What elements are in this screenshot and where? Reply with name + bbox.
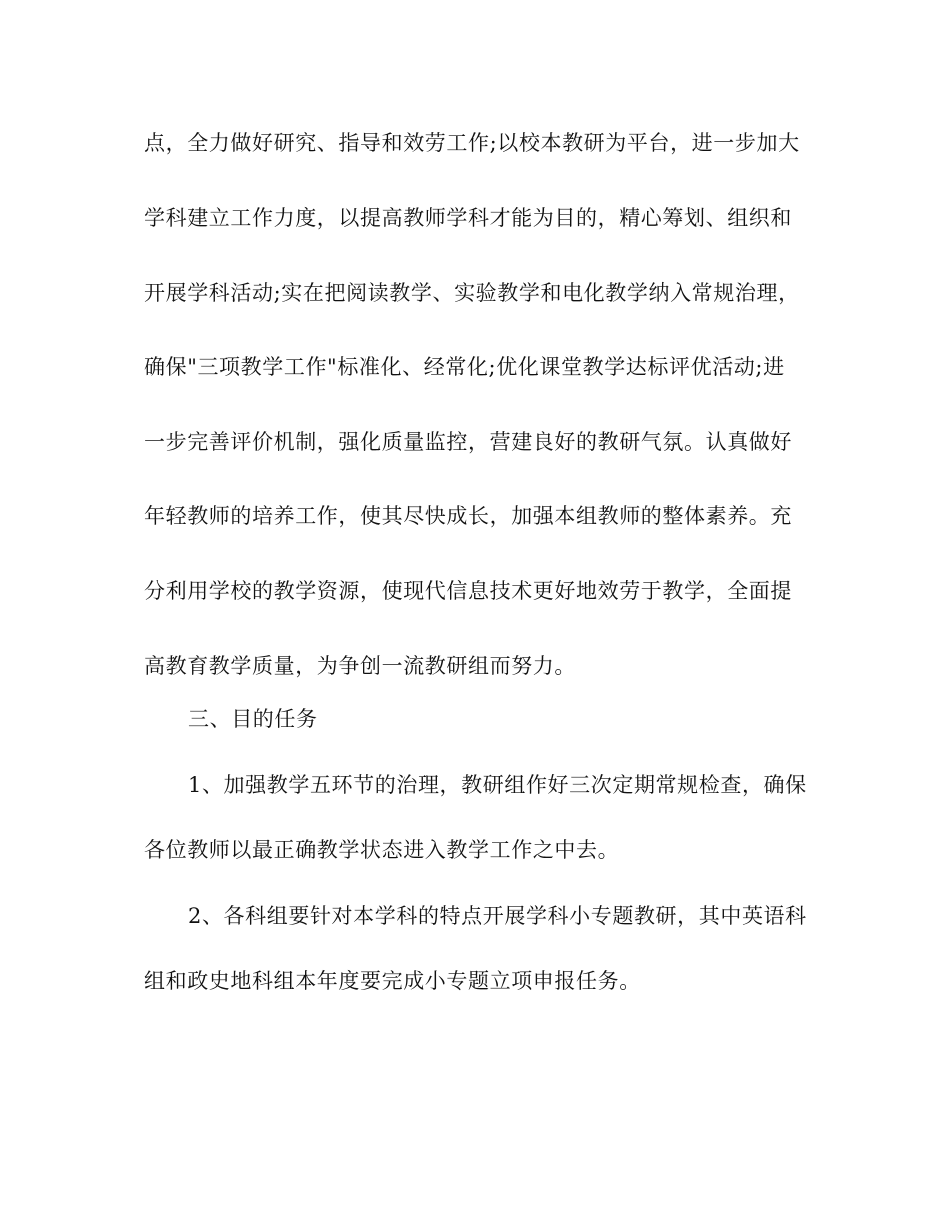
paragraph-line: 年轻教师的培养工作，使其尽快成长，加强本组教师的整体素养。充 xyxy=(144,504,792,528)
list-item-2-line-1: 2、各科组要针对本学科的特点开展学科小专题教研，其中英语科 xyxy=(188,904,807,928)
paragraph-line: 确保"三项教学工作"标准化、经常化;优化课堂教学达标评优活动;进 xyxy=(144,355,785,379)
list-item-2-line-2: 组和政史地科组本年度要完成小专题立项申报任务。 xyxy=(144,969,641,993)
paragraph-line: 学科建立工作力度，以提高教师学科才能为目的，精心筹划、组织和 xyxy=(144,206,792,230)
paragraph-line: 高教育教学质量，为争创一流教研组而努力。 xyxy=(144,654,576,678)
section-heading: 三、目的任务 xyxy=(188,707,318,731)
list-item-1-line-2: 各位教师以最正确教学状态进入教学工作之中去。 xyxy=(144,838,620,862)
paragraph-line: 点，全力做好研究、指导和效劳工作;以校本教研为平台，进一步加大 xyxy=(144,131,800,155)
paragraph-line: 开展学科活动;实在把阅读教学、实验教学和电化教学纳入常规治理， xyxy=(144,281,800,305)
paragraph-line: 分利用学校的教学资源，使现代信息技术更好地效劳于教学，全面提 xyxy=(144,579,792,603)
list-item-1-line-1: 1、加强教学五环节的治理，教研组作好三次定期常规检查，确保 xyxy=(188,773,807,797)
paragraph-line: 一步完善评价机制，强化质量监控，营建良好的教研气氛。认真做好 xyxy=(144,430,792,454)
